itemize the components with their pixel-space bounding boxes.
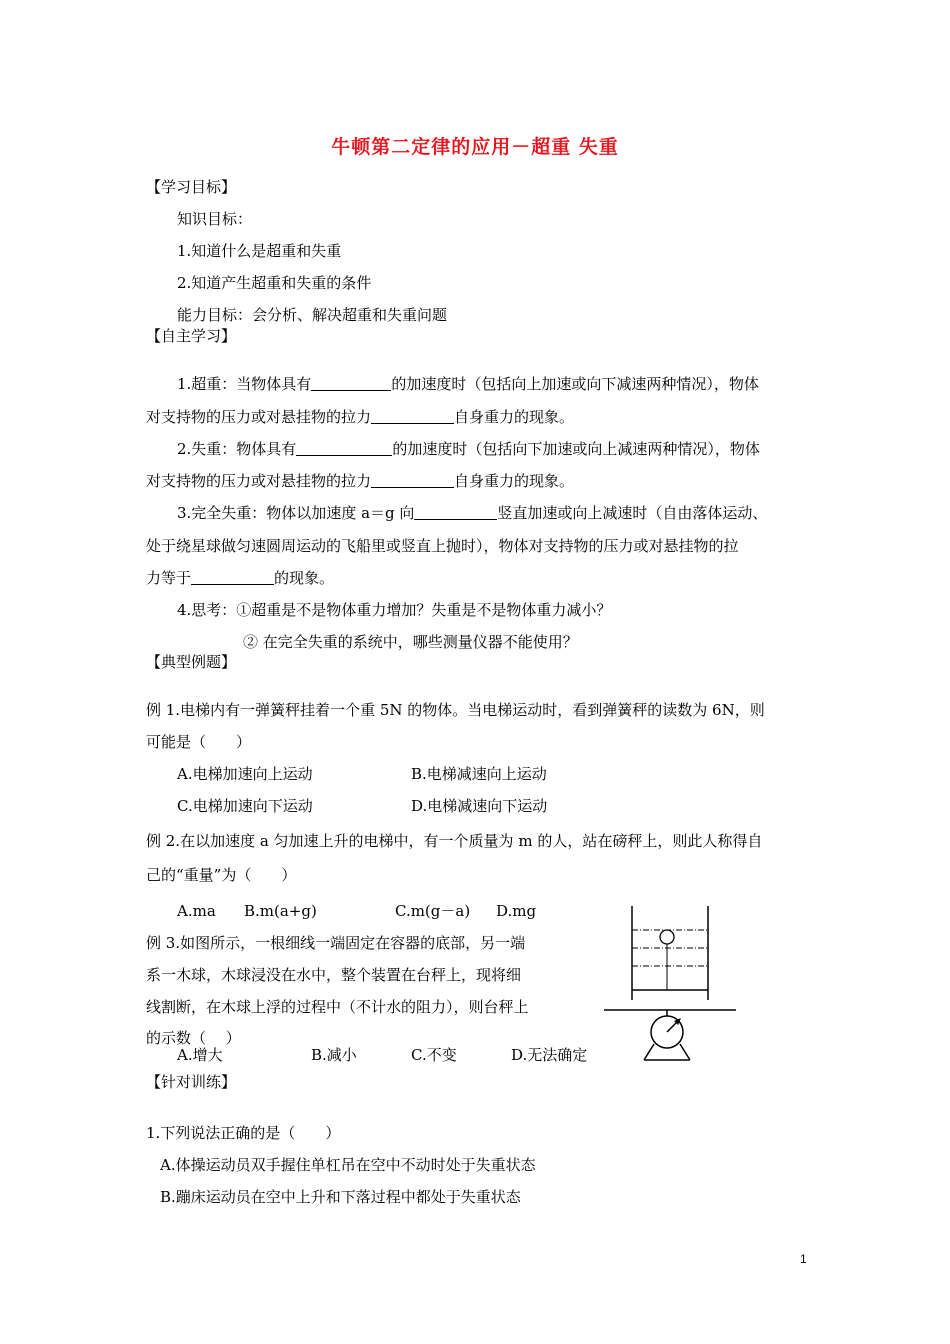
q2-text-b: 的加速度时（包括向下加速或向上减速两种情况），物体 [392, 440, 760, 458]
wooden-ball [660, 930, 674, 944]
q2-text-a: 2.失重：物体具有 [177, 440, 297, 458]
question-line: 4.思考：①超重是不是物体重力增加？失重是不是物体重力减小？ [177, 601, 612, 619]
example-line: 例 3.如图所示，一根细线一端固定在容器的底部，另一端 [146, 934, 526, 952]
container-scale-figure [600, 902, 740, 1066]
fill-blank [311, 375, 391, 391]
q1-text-b: 的加速度时（包括向上加速或向下减速两种情况），物体 [391, 375, 759, 393]
q3-text-d: 力等于 [146, 569, 192, 587]
q1-text-d: 自身重力的现象。 [454, 408, 575, 426]
option: B.m(a+g) [244, 902, 317, 920]
section-heading-practice: 【针对训练】 [146, 1073, 237, 1091]
option: B.减小 [311, 1046, 357, 1064]
fill-blank [371, 472, 454, 488]
question-line [177, 503, 767, 523]
example-line: 例 2.在以加速度 a 匀加速上升的电梯中，有一个质量为 m 的人，站在磅秤上，则此人称得自 [146, 832, 763, 850]
option: B.蹦床运动员在空中上升和下落过程中都处于失重状态 [160, 1188, 521, 1206]
option: A.体操运动员双手握住单杠吊在空中不动时处于失重状态 [160, 1156, 536, 1174]
fill-blank [414, 504, 497, 520]
page-number: 1 [800, 1252, 807, 1266]
option: D.无法确定 [511, 1046, 588, 1064]
q1-text-c: 对支持物的压力或对悬挂物的拉力 [146, 408, 372, 426]
question-line: ② 在完全失重的系统中，哪些测量仪器不能使用？ [243, 633, 578, 651]
question-line [146, 471, 574, 491]
fill-blank [296, 440, 392, 456]
q3-text-b: 竖直加速或向上减速时（自由落体运动、 [497, 504, 768, 522]
fill-blank [371, 408, 454, 424]
example-line: 可能是（ ） [146, 733, 252, 751]
fill-blank [191, 569, 274, 585]
option: C.不变 [411, 1046, 457, 1064]
option: C.m(g－a) [395, 902, 471, 920]
question-line [146, 568, 334, 588]
page-title: 牛顿第二定律的应用－超重 失重 [331, 136, 619, 158]
option: A.电梯加速向上运动 [177, 765, 313, 783]
goal-line: 2.知道产生超重和失重的条件 [177, 274, 372, 292]
goal-line: 知识目标： [177, 210, 253, 228]
q1-text-a: 1.超重：当物体具有 [177, 375, 312, 393]
question-line [146, 407, 574, 427]
q2-text-c: 对支持物的压力或对悬挂物的拉力 [146, 472, 372, 490]
example-line: 系一木球，木球浸没在水中，整个装置在台秤上，现将细 [146, 966, 522, 984]
question-line [177, 374, 759, 394]
question-line [177, 439, 760, 459]
option: A.ma [177, 902, 216, 920]
section-heading-selfstudy: 【自主学习】 [146, 327, 237, 345]
question-line: 处于绕星球做匀速圆周运动的飞船里或竖直上抛时），物体对支持物的压力或对悬挂物的拉 [146, 537, 739, 555]
option: D.电梯减速向下运动 [411, 797, 548, 815]
goal-line: 1.知道什么是超重和失重 [177, 242, 342, 260]
option: B.电梯减速向上运动 [411, 765, 547, 783]
q3-text-a: 3.完全失重：物体以加速度 a＝g 向 [177, 504, 415, 522]
example-line: 己的“重量”为（ ） [146, 866, 297, 884]
q2-text-d: 自身重力的现象。 [454, 472, 575, 490]
goal-line: 能力目标：会分析、解决超重和失重问题 [177, 306, 448, 324]
option: A.增大 [177, 1046, 223, 1064]
example-line: 线割断，在木球上浮的过程中（不计水的阻力），则台秤上 [146, 998, 529, 1016]
practice-line: 1.下列说法正确的是（ ） [146, 1124, 341, 1142]
option: C.电梯加速向下运动 [177, 797, 313, 815]
option: D.mg [496, 902, 537, 920]
section-heading-goals: 【学习目标】 [146, 178, 237, 196]
section-heading-examples: 【典型例题】 [146, 653, 237, 671]
q3-text-e: 的现象。 [274, 569, 335, 587]
example-line: 的示数（ ） [146, 1029, 241, 1047]
example-line: 例 1.电梯内有一弹簧秤挂着一个重 5N 的物体。当电梯运动时，看到弹簧秤的读数为 6N，则 [146, 701, 765, 719]
